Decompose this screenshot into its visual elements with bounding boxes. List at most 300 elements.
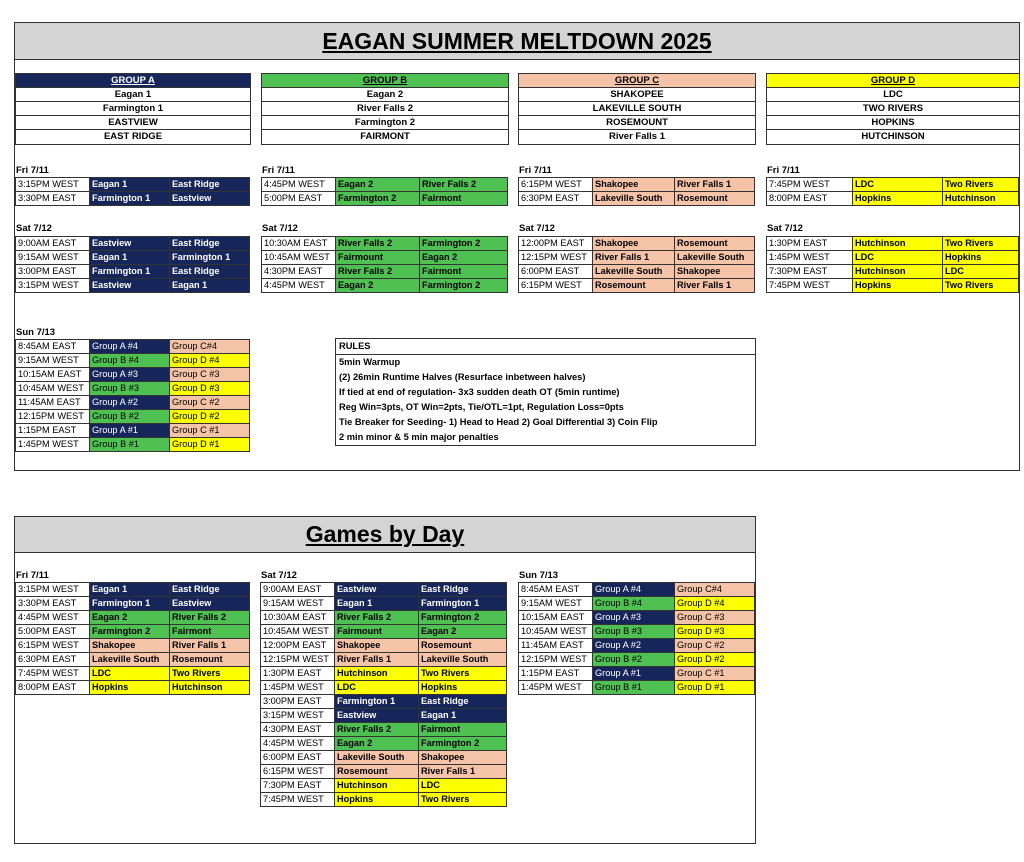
game-time: 8:45AM EAST xyxy=(519,583,593,597)
sun-schedule-table xyxy=(15,339,250,452)
away-team: Eastview xyxy=(170,597,250,611)
game-row xyxy=(262,237,508,251)
away-team: River Falls 1 xyxy=(675,279,755,293)
game-time: 6:00PM EAST xyxy=(261,751,335,765)
group-c-team: LAKEVILLE SOUTH xyxy=(519,102,755,116)
away-team: Group D #2 xyxy=(170,410,250,424)
away-team: Farmington 1 xyxy=(419,597,507,611)
game-time: 5:00PM EAST xyxy=(262,192,336,206)
game-time: 1:45PM WEST xyxy=(261,681,335,695)
game-time: 8:00PM EAST xyxy=(16,681,90,695)
game-time: 3:15PM WEST xyxy=(261,709,335,723)
game-time: 3:00PM EAST xyxy=(16,265,90,279)
home-team: Eastview xyxy=(335,583,419,597)
game-row xyxy=(16,265,250,279)
game-time: 10:45AM WEST xyxy=(261,625,335,639)
home-team: Group B #3 xyxy=(593,625,675,639)
away-team: Eagan 2 xyxy=(420,251,508,265)
game-row xyxy=(519,667,755,681)
group-d-team: LDC xyxy=(767,88,1019,102)
home-team: Group A #2 xyxy=(593,639,675,653)
home-team: Eagan 1 xyxy=(90,178,170,192)
game-time: 12:15PM WEST xyxy=(16,410,90,424)
away-team: Group D #3 xyxy=(675,625,755,639)
game-time: 6:15PM WEST xyxy=(519,279,593,293)
group-c-header: GROUP C xyxy=(519,74,755,88)
game-row xyxy=(519,279,755,293)
home-team: Fairmount xyxy=(336,251,420,265)
away-team: Rosemount xyxy=(170,653,250,667)
game-row xyxy=(767,192,1019,206)
game-time: 10:45AM WEST xyxy=(519,625,593,639)
game-time: 7:45PM WEST xyxy=(261,793,335,807)
game-time: 7:45PM WEST xyxy=(767,178,853,192)
home-team: Hopkins xyxy=(853,192,943,206)
away-team: River Falls 2 xyxy=(420,178,508,192)
home-team: Farmington 1 xyxy=(90,192,170,206)
game-time: 7:45PM WEST xyxy=(767,279,853,293)
sat-group-a-table xyxy=(15,236,250,293)
game-row xyxy=(16,625,250,639)
game-row xyxy=(261,751,507,765)
game-row xyxy=(519,639,755,653)
game-time: 8:45AM EAST xyxy=(16,340,90,354)
group-b-team: Eagan 2 xyxy=(262,88,508,102)
sat-label: Sat 7/12 xyxy=(519,223,555,234)
group-a-team: EASTVIEW xyxy=(16,116,250,130)
fri-group-c-table xyxy=(518,177,755,206)
game-time: 6:15PM WEST xyxy=(16,639,90,653)
home-team: Eagan 2 xyxy=(336,178,420,192)
group-c-team: SHAKOPEE xyxy=(519,88,755,102)
away-team: Fairmont xyxy=(419,723,507,737)
away-team: Group D #4 xyxy=(675,597,755,611)
game-time: 9:15AM WEST xyxy=(261,597,335,611)
game-row xyxy=(261,667,507,681)
game-row xyxy=(261,793,507,807)
game-time: 12:15PM WEST xyxy=(519,251,593,265)
game-row xyxy=(262,192,508,206)
game-time: 6:30PM EAST xyxy=(16,653,90,667)
home-team: Rosemount xyxy=(593,279,675,293)
game-time: 9:15AM WEST xyxy=(519,597,593,611)
game-row xyxy=(767,279,1019,293)
away-team: LDC xyxy=(419,779,507,793)
home-team: Hutchinson xyxy=(335,779,419,793)
game-time: 1:45PM WEST xyxy=(767,251,853,265)
home-team: Farmington 1 xyxy=(90,265,170,279)
game-time: 12:00PM EAST xyxy=(261,639,335,653)
game-time: 5:00PM EAST xyxy=(16,625,90,639)
home-team: Group A #1 xyxy=(593,667,675,681)
home-team: Group A #3 xyxy=(593,611,675,625)
game-row xyxy=(261,653,507,667)
group-a-team: Farmington 1 xyxy=(16,102,250,116)
home-team: Farmington 1 xyxy=(335,695,419,709)
home-team: River Falls 1 xyxy=(335,653,419,667)
group-b-team: FAIRMONT xyxy=(360,131,410,142)
game-time: 12:00PM EAST xyxy=(519,237,593,251)
home-team: Eastview xyxy=(90,237,170,251)
sat-label: Sat 7/12 xyxy=(16,223,52,234)
game-time: 11:45AM EAST xyxy=(16,396,90,410)
home-team: Eagan 2 xyxy=(335,737,419,751)
home-team: Farmington 1 xyxy=(90,597,170,611)
home-team: Group B #1 xyxy=(90,438,170,452)
away-team: Two Rivers xyxy=(943,178,1019,192)
game-row xyxy=(262,178,508,192)
home-team: Group A #4 xyxy=(593,583,675,597)
group-a-header: GROUP A xyxy=(16,74,250,88)
away-team: LDC xyxy=(943,265,1019,279)
game-time: 3:30PM EAST xyxy=(16,192,90,206)
game-time: 6:30PM EAST xyxy=(519,192,593,206)
game-time: 9:00AM EAST xyxy=(261,583,335,597)
gbd-sun-label: Sun 7/13 xyxy=(519,570,559,581)
away-team: Hutchinson xyxy=(943,192,1019,206)
away-team: Group C #2 xyxy=(170,396,250,410)
home-team: Rosemount xyxy=(335,765,419,779)
sun-label: Sun 7/13 xyxy=(16,327,56,338)
away-team: Shakopee xyxy=(675,265,755,279)
away-team: Group C#4 xyxy=(675,583,755,597)
away-team: Eastview xyxy=(170,192,250,206)
fri-label: Fri 7/11 xyxy=(767,165,800,176)
game-time: 8:00PM EAST xyxy=(767,192,853,206)
game-time: 6:15PM WEST xyxy=(261,765,335,779)
game-row xyxy=(261,723,507,737)
home-team: Hopkins xyxy=(853,279,943,293)
game-time: 9:15AM WEST xyxy=(16,251,90,265)
game-row xyxy=(262,251,508,265)
home-team: Lakeville South xyxy=(335,751,419,765)
game-row xyxy=(16,667,250,681)
away-team: East Ridge xyxy=(170,265,250,279)
game-row xyxy=(261,625,507,639)
home-team: LDC xyxy=(853,178,943,192)
game-time: 4:45PM WEST xyxy=(262,279,336,293)
rules-line: If tied at end of regulation- 3x3 sudden death OT (5min runtime) xyxy=(339,387,620,397)
game-time: 10:45AM WEST xyxy=(262,251,336,265)
home-team: River Falls 2 xyxy=(336,265,420,279)
away-team: Eagan 1 xyxy=(170,279,250,293)
game-time: 3:00PM EAST xyxy=(261,695,335,709)
game-row xyxy=(16,251,250,265)
home-team: Group A #3 xyxy=(90,368,170,382)
rules-line: Tie Breaker for Seeding- 1) Head to Head 2) Goal Differential 3) Coin Flip xyxy=(339,417,658,427)
home-team: Group A #2 xyxy=(90,396,170,410)
game-time: 7:30PM EAST xyxy=(767,265,853,279)
game-time: 1:15PM EAST xyxy=(16,424,90,438)
home-team: Shakopee xyxy=(593,237,675,251)
fri-label: Fri 7/11 xyxy=(262,165,295,176)
gbd-sat-table xyxy=(260,582,507,807)
home-team: LDC xyxy=(853,251,943,265)
group-d-header: GROUP D xyxy=(767,74,1019,88)
game-time: 12:15PM WEST xyxy=(519,653,593,667)
game-row xyxy=(519,625,755,639)
away-team: Two Rivers xyxy=(419,667,507,681)
game-row xyxy=(767,265,1019,279)
game-time: 12:15PM WEST xyxy=(261,653,335,667)
game-row xyxy=(519,597,755,611)
game-row xyxy=(262,265,508,279)
group-d-box xyxy=(766,73,1020,145)
away-team: Group C #3 xyxy=(170,368,250,382)
away-team: River Falls 1 xyxy=(419,765,507,779)
home-team: River Falls 2 xyxy=(335,611,419,625)
game-row xyxy=(261,681,507,695)
home-team: Hutchinson xyxy=(853,265,943,279)
away-team: Eagan 1 xyxy=(419,709,507,723)
away-team: Hopkins xyxy=(943,251,1019,265)
game-row xyxy=(261,737,507,751)
rules-line: 2 min minor & 5 min major penalties xyxy=(339,432,499,442)
group-d-team: HUTCHINSON xyxy=(861,131,925,142)
game-row xyxy=(261,779,507,793)
home-team: Eagan 1 xyxy=(90,251,170,265)
game-row xyxy=(262,279,508,293)
home-team: Eagan 1 xyxy=(335,597,419,611)
away-team: Lakeville South xyxy=(419,653,507,667)
home-team: Group B #1 xyxy=(593,681,675,695)
game-time: 6:15PM WEST xyxy=(519,178,593,192)
sat-label: Sat 7/12 xyxy=(262,223,298,234)
game-time: 1:45PM WEST xyxy=(519,681,593,695)
away-team: Hutchinson xyxy=(170,681,250,695)
home-team: Eagan 2 xyxy=(90,611,170,625)
game-row xyxy=(16,681,250,695)
away-team: Farmington 1 xyxy=(170,251,250,265)
home-team: Group B #2 xyxy=(593,653,675,667)
game-time: 3:15PM WEST xyxy=(16,178,90,192)
fri-group-a-table xyxy=(15,177,250,206)
game-row xyxy=(16,382,250,396)
home-team: Eastview xyxy=(90,279,170,293)
home-team: River Falls 2 xyxy=(336,237,420,251)
game-row xyxy=(16,410,250,424)
away-team: East Ridge xyxy=(170,178,250,192)
away-team: Lakeville South xyxy=(675,251,755,265)
fri-group-d-table xyxy=(766,177,1019,206)
game-row xyxy=(16,639,250,653)
rules-line: (2) 26min Runtime Halves (Resurface inbetween halves) xyxy=(339,372,586,382)
rules-title: RULES xyxy=(336,339,755,355)
group-d-team: HOPKINS xyxy=(767,116,1019,130)
group-c-team: ROSEMOUNT xyxy=(519,116,755,130)
away-team: Two Rivers xyxy=(419,793,507,807)
home-team: LDC xyxy=(335,681,419,695)
home-team: Lakeville South xyxy=(90,653,170,667)
game-time: 6:00PM EAST xyxy=(519,265,593,279)
game-time: 4:30PM EAST xyxy=(262,265,336,279)
game-time: 9:00AM EAST xyxy=(16,237,90,251)
game-time: 4:30PM EAST xyxy=(261,723,335,737)
away-team: Farmington 2 xyxy=(420,279,508,293)
home-team: River Falls 1 xyxy=(593,251,675,265)
sat-label: Sat 7/12 xyxy=(767,223,803,234)
away-team: River Falls 2 xyxy=(170,611,250,625)
game-row xyxy=(16,178,250,192)
away-team: Group C#4 xyxy=(170,340,250,354)
sat-group-c-table xyxy=(518,236,755,293)
game-time: 7:45PM WEST xyxy=(16,667,90,681)
home-team: Fairmount xyxy=(335,625,419,639)
game-row xyxy=(16,438,250,452)
away-team: Group D #1 xyxy=(170,438,250,452)
game-row xyxy=(261,639,507,653)
away-team: Group D #1 xyxy=(675,681,755,695)
away-team: Fairmont xyxy=(420,265,508,279)
away-team: Group C #1 xyxy=(675,667,755,681)
home-team: River Falls 2 xyxy=(335,723,419,737)
away-team: Rosemount xyxy=(419,639,507,653)
tournament-sheet xyxy=(14,22,1020,471)
away-team: Two Rivers xyxy=(943,237,1019,251)
game-row xyxy=(519,583,755,597)
home-team: LDC xyxy=(90,667,170,681)
game-row xyxy=(16,279,250,293)
away-team: Farmington 2 xyxy=(419,611,507,625)
home-team: Farmington 2 xyxy=(336,192,420,206)
game-time: 1:30PM EAST xyxy=(261,667,335,681)
group-c-box xyxy=(518,73,756,145)
home-team: Hopkins xyxy=(90,681,170,695)
home-team: Lakeville South xyxy=(593,265,675,279)
group-b-team: River Falls 2 xyxy=(262,102,508,116)
away-team: Fairmont xyxy=(420,192,508,206)
fri-label: Fri 7/11 xyxy=(519,165,552,176)
gbd-fri-label: Fri 7/11 xyxy=(16,570,49,581)
gbd-sun-table xyxy=(518,582,755,695)
game-time: 1:45PM WEST xyxy=(16,438,90,452)
home-team: Group A #4 xyxy=(90,340,170,354)
away-team: Shakopee xyxy=(419,751,507,765)
game-row xyxy=(261,597,507,611)
away-team: East Ridge xyxy=(419,583,507,597)
group-a-team: Eagan 1 xyxy=(16,88,250,102)
game-row xyxy=(519,265,755,279)
games-by-day-sheet xyxy=(14,516,756,844)
away-team: Two Rivers xyxy=(170,667,250,681)
game-row xyxy=(519,251,755,265)
game-row xyxy=(519,611,755,625)
home-team: Hopkins xyxy=(335,793,419,807)
game-row xyxy=(16,424,250,438)
group-b-header: GROUP B xyxy=(262,74,508,88)
game-time: 11:45AM EAST xyxy=(519,639,593,653)
home-team: Group B #3 xyxy=(90,382,170,396)
game-row xyxy=(16,237,250,251)
gbd-fri-table xyxy=(15,582,250,695)
fri-group-b-table xyxy=(261,177,508,206)
game-row xyxy=(519,192,755,206)
away-team: Rosemount xyxy=(675,237,755,251)
away-team: Rosemount xyxy=(675,192,755,206)
home-team: Hutchinson xyxy=(853,237,943,251)
home-team: Farmington 2 xyxy=(90,625,170,639)
game-row xyxy=(519,178,755,192)
group-c-team: River Falls 1 xyxy=(609,131,665,142)
home-team: Eagan 1 xyxy=(90,583,170,597)
home-team: Group B #2 xyxy=(90,410,170,424)
away-team: Group C #2 xyxy=(675,639,755,653)
away-team: Fairmont xyxy=(170,625,250,639)
away-team: Farmington 2 xyxy=(420,237,508,251)
home-team: Shakopee xyxy=(593,178,675,192)
home-team: Eagan 2 xyxy=(336,279,420,293)
game-row xyxy=(16,597,250,611)
game-row xyxy=(767,237,1019,251)
group-b-box xyxy=(261,73,509,145)
game-row xyxy=(767,178,1019,192)
game-row xyxy=(519,237,755,251)
gbd-sat-label: Sat 7/12 xyxy=(261,570,297,581)
game-row xyxy=(261,695,507,709)
game-row xyxy=(16,583,250,597)
game-time: 4:45PM WEST xyxy=(262,178,336,192)
home-team: Shakopee xyxy=(90,639,170,653)
home-team: Eastview xyxy=(335,709,419,723)
group-b-team: Farmington 2 xyxy=(262,116,508,130)
away-team: Two Rivers xyxy=(943,279,1019,293)
game-row xyxy=(16,340,250,354)
games-by-day-title: Games by Day xyxy=(15,517,755,553)
home-team: Lakeville South xyxy=(593,192,675,206)
game-time: 4:45PM WEST xyxy=(16,611,90,625)
home-team: Shakopee xyxy=(335,639,419,653)
away-team: East Ridge xyxy=(170,583,250,597)
game-time: 10:15AM EAST xyxy=(519,611,593,625)
game-time: 1:15PM EAST xyxy=(519,667,593,681)
fri-label: Fri 7/11 xyxy=(16,165,49,176)
game-time: 3:30PM EAST xyxy=(16,597,90,611)
game-time: 10:30AM EAST xyxy=(261,611,335,625)
rules-line: Reg Win=3pts, OT Win=2pts, Tie/OTL=1pt, Regulation Loss=0pts xyxy=(339,402,624,412)
game-time: 4:45PM WEST xyxy=(261,737,335,751)
home-team: Group A #1 xyxy=(90,424,170,438)
rules-box xyxy=(335,338,756,446)
game-time: 3:15PM WEST xyxy=(16,279,90,293)
sheet-title: EAGAN SUMMER MELTDOWN 2025 xyxy=(15,23,1019,60)
sat-group-d-table xyxy=(766,236,1019,293)
game-row xyxy=(519,681,755,695)
group-a-team: EAST RIDGE xyxy=(103,131,163,142)
game-row xyxy=(519,653,755,667)
away-team: East Ridge xyxy=(419,695,507,709)
away-team: Group C #3 xyxy=(675,611,755,625)
away-team: Group C #1 xyxy=(170,424,250,438)
away-team: River Falls 1 xyxy=(675,178,755,192)
game-time: 1:30PM EAST xyxy=(767,237,853,251)
away-team: Group D #3 xyxy=(170,382,250,396)
game-row xyxy=(16,611,250,625)
game-row xyxy=(261,709,507,723)
away-team: Group D #4 xyxy=(170,354,250,368)
away-team: Hopkins xyxy=(419,681,507,695)
game-row xyxy=(767,251,1019,265)
rules-line: 5min Warmup xyxy=(339,357,401,367)
home-team: Group B #4 xyxy=(593,597,675,611)
group-d-team: TWO RIVERS xyxy=(767,102,1019,116)
home-team: Hutchinson xyxy=(335,667,419,681)
away-team: River Falls 1 xyxy=(170,639,250,653)
game-time: 10:30AM EAST xyxy=(262,237,336,251)
away-team: Group D #2 xyxy=(675,653,755,667)
game-time: 9:15AM WEST xyxy=(16,354,90,368)
game-row xyxy=(261,583,507,597)
game-row xyxy=(16,653,250,667)
